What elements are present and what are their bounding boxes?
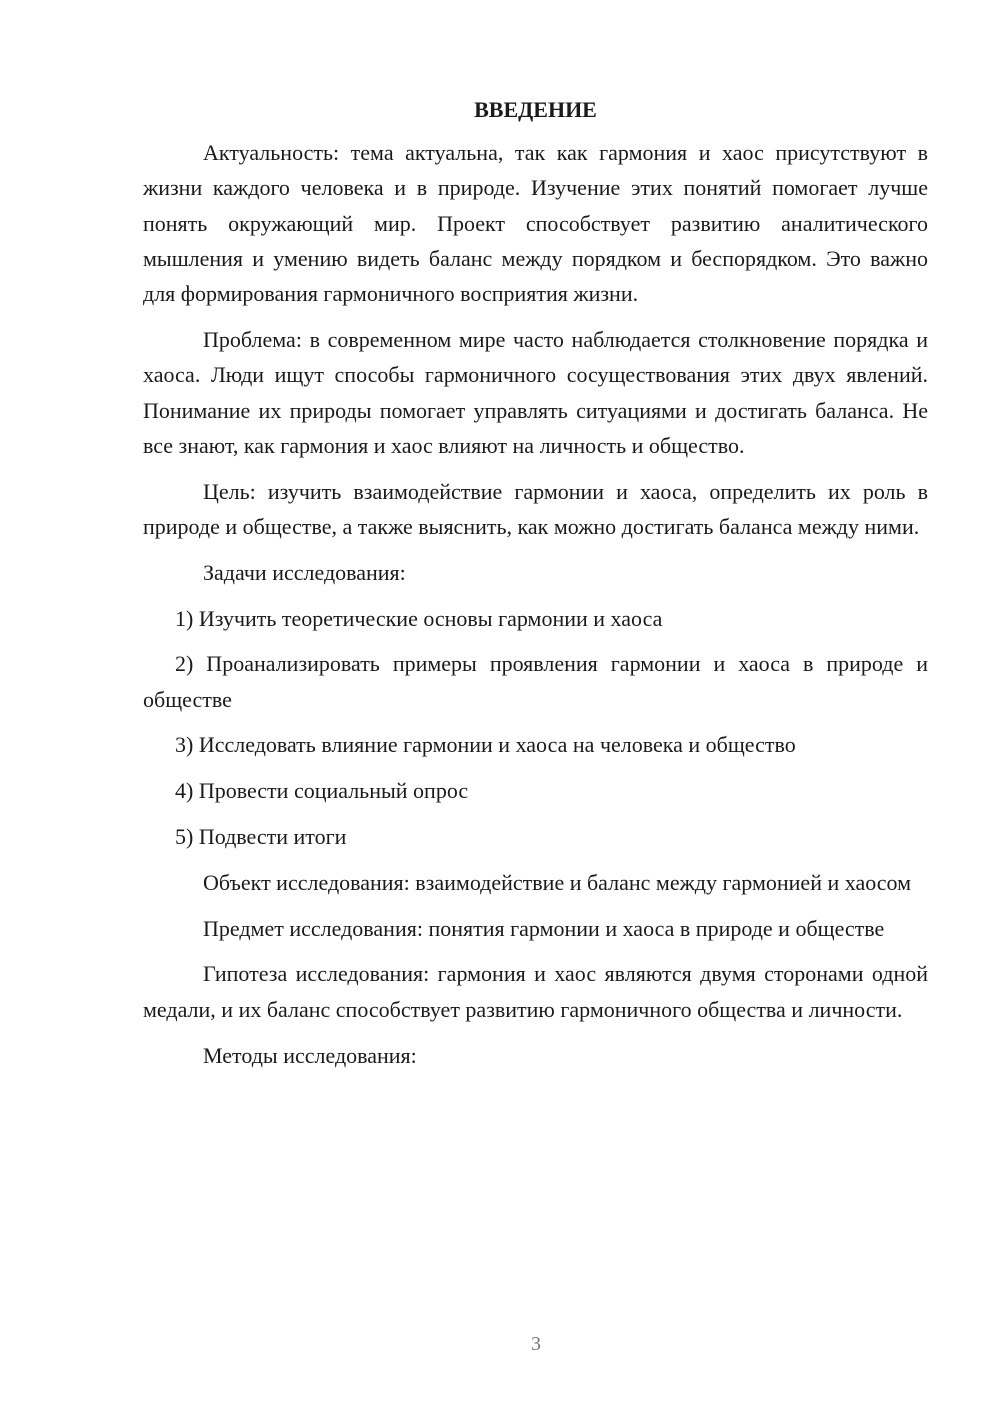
paragraph-problem: Проблема: в современном мире часто наблюдается столкновение порядка и хаоса. Люди ищут способы гармоничного сосуществования этих двух явлений. Понимание их природы помогает управлять ситуациями и достигать баланса. Не все знают, как гармония и хаос влияют на личность и общество. [143, 326, 928, 458]
paragraph-tasks-heading: Задачи исследования: [203, 559, 406, 585]
paragraph-methods: Методы исследования: [203, 1042, 417, 1068]
paragraph-subject: Предмет исследования: понятия гармонии и хаоса в природе и обществе [203, 915, 885, 941]
list-item: 5) Подвести итоги [175, 824, 347, 850]
paragraph-goal: Цель: изучить взаимодействие гармонии и хаоса, определить их роль в природе и обществе, а также выяснить, как можно достигать баланса между ними. [143, 478, 928, 539]
document-page [143, 92, 928, 1083]
paragraph-object: Объект исследования: взаимодействие и баланс между гармонией и хаосом [203, 869, 912, 895]
paragraph-relevance: Актуальность: тема актуальна, так как гармония и хаос присутствуют в жизни каждого человека и в природе. Изучение этих понятий помогает лучше понять окружающий мир. Проект способствует развитию аналитического мышления и умению видеть баланс между порядком и беспорядком. Это важно для формирования гармоничного восприятия жизни. [143, 140, 928, 307]
page-title: ВВЕДЕНИЕ [474, 97, 597, 122]
list-item: 2) Проанализировать примеры проявления гармонии и хаоса в природе и обществе [143, 651, 928, 712]
list-item: 4) Провести социальный опрос [175, 778, 469, 804]
list-item: 3) Исследовать влияние гармонии и хаоса на человека и общество [175, 732, 796, 758]
list-item: 1) Изучить теоретические основы гармонии и хаоса [175, 605, 663, 631]
page-number: 3 [531, 1333, 541, 1355]
paragraph-hypothesis: Гипотеза исследования: гармония и хаос являются двумя сторонами одной медали, и их баланс способствует развитию гармоничного общества и личности. [143, 961, 928, 1022]
